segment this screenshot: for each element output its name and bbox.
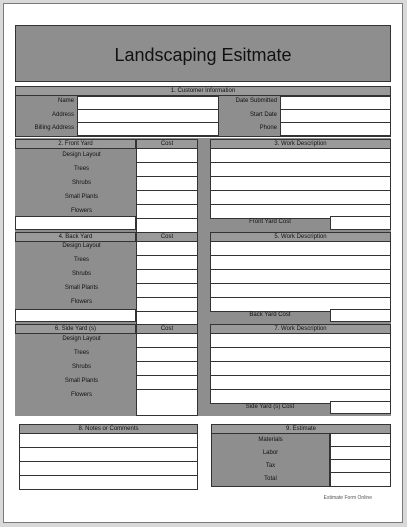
work-line[interactable] <box>210 242 391 256</box>
side-yard-cost-cells <box>136 334 198 416</box>
front-cost-cell[interactable] <box>136 149 198 163</box>
work-line[interactable] <box>210 284 391 298</box>
back-cost-cell[interactable] <box>136 242 198 256</box>
front-yard-cost-label: Front Yard Cost <box>249 219 291 225</box>
front-item-small-plants: Small Plants <box>64 194 99 200</box>
labor-label: Labor <box>262 450 279 456</box>
footer-credit: Estimate Form Online <box>323 495 372 501</box>
total-label: Total <box>264 476 277 482</box>
front-cost-cell[interactable] <box>136 205 198 219</box>
side-item-trees: Trees <box>73 350 90 356</box>
work-line[interactable] <box>210 163 391 177</box>
start-date-label: Start Date <box>249 112 277 118</box>
back-yard-cost-cells <box>136 242 198 326</box>
side-cost-cell[interactable] <box>136 334 198 348</box>
front-cost-cell[interactable] <box>136 177 198 191</box>
work-line[interactable] <box>210 348 391 362</box>
back-item-shrubs: Shrubs <box>71 271 91 277</box>
front-cost-cell[interactable] <box>136 219 198 233</box>
front-item-design: Design Layout <box>62 152 101 158</box>
estimate-header: 9. Estimate <box>211 424 391 434</box>
front-cost-cell[interactable] <box>136 163 198 177</box>
side-yard-cost-label: Side Yard (s) Cost <box>245 404 295 410</box>
front-yard-items <box>15 149 136 219</box>
labor-field[interactable] <box>330 447 391 460</box>
tax-field[interactable] <box>330 460 391 473</box>
front-yard-cost-cells <box>136 149 198 233</box>
back-yard-items <box>15 240 136 310</box>
work-line[interactable] <box>210 149 391 163</box>
front-yard-cost-header: Cost <box>136 139 198 149</box>
date-submitted-label: Date Submitted <box>235 98 277 104</box>
notes-line[interactable] <box>19 462 198 476</box>
side-item-design: Design Layout <box>62 336 101 342</box>
side-item-flowers: Flowers <box>70 392 92 398</box>
work-line[interactable] <box>210 334 391 348</box>
back-item-flowers: Flowers <box>70 299 92 305</box>
materials-field[interactable] <box>330 434 391 447</box>
back-work-description-lines <box>210 242 391 312</box>
phone-field[interactable] <box>280 122 391 136</box>
start-date-field[interactable] <box>280 109 391 123</box>
notes-line[interactable] <box>19 448 198 462</box>
billing-address-field[interactable] <box>77 122 219 136</box>
back-cost-cell[interactable] <box>136 256 198 270</box>
back-yard-cost-label: Back Yard Cost <box>249 312 291 318</box>
billing-address-label: Billing Address <box>34 125 74 131</box>
front-item-trees: Trees <box>73 166 90 172</box>
work-line[interactable] <box>210 376 391 390</box>
side-cost-cell[interactable] <box>136 348 198 362</box>
estimate-values <box>330 434 391 487</box>
side-yard-items <box>15 333 136 403</box>
work-line[interactable] <box>210 191 391 205</box>
side-yard-header: 6. Side Yard (s) <box>15 324 136 334</box>
front-yard-header: 2. Front Yard <box>15 139 136 149</box>
front-item-flowers: Flowers <box>70 208 92 214</box>
form-page <box>3 3 403 523</box>
estimate-labels <box>211 434 330 486</box>
notes-line[interactable] <box>19 434 198 448</box>
work-line[interactable] <box>210 362 391 376</box>
customer-info-header: 1. Customer Information <box>15 86 391 96</box>
side-cost-cell[interactable] <box>136 376 198 390</box>
back-work-description-header: 5. Work Description <box>210 232 391 242</box>
back-yard-cost-header: Cost <box>136 232 198 242</box>
work-line[interactable] <box>210 177 391 191</box>
side-yard-cost-header: Cost <box>136 324 198 334</box>
back-item-small-plants: Small Plants <box>64 285 99 291</box>
back-yard-extra-row[interactable] <box>15 309 136 322</box>
work-line[interactable] <box>210 270 391 284</box>
back-cost-cell[interactable] <box>136 284 198 298</box>
address-label: Address <box>51 112 74 118</box>
front-work-description-lines <box>210 149 391 219</box>
front-yard-cost-field[interactable] <box>330 216 391 230</box>
back-item-trees: Trees <box>73 257 90 263</box>
customer-info-grid <box>15 96 391 137</box>
notes-line[interactable] <box>19 476 198 490</box>
back-cost-cell[interactable] <box>136 298 198 312</box>
form-title: Landscaping Esitmate <box>114 45 292 65</box>
phone-label: Phone <box>259 125 277 131</box>
total-field[interactable] <box>330 473 391 487</box>
back-cost-cell[interactable] <box>136 270 198 284</box>
name-label: Name <box>57 98 74 104</box>
front-item-shrubs: Shrubs <box>71 180 91 186</box>
side-cost-cell[interactable] <box>136 390 198 416</box>
back-yard-header: 4. Back Yard <box>15 232 136 242</box>
materials-label: Materials <box>258 437 283 443</box>
front-cost-cell[interactable] <box>136 191 198 205</box>
address-field[interactable] <box>77 109 219 123</box>
side-yard-cost-field[interactable] <box>330 401 391 414</box>
side-item-shrubs: Shrubs <box>71 364 91 370</box>
side-item-small-plants: Small Plants <box>64 378 99 384</box>
notes-header: 8. Notes or Comments <box>19 424 198 434</box>
title-banner <box>15 25 391 82</box>
front-work-description-header: 3. Work Description <box>210 139 391 149</box>
name-field[interactable] <box>77 96 219 110</box>
date-submitted-field[interactable] <box>280 96 391 110</box>
work-line[interactable] <box>210 256 391 270</box>
front-yard-extra-row[interactable] <box>15 216 136 230</box>
back-item-design: Design Layout <box>62 243 101 249</box>
notes-lines <box>19 434 198 490</box>
side-work-description-header: 7. Work Description <box>210 324 391 334</box>
side-cost-cell[interactable] <box>136 362 198 376</box>
tax-label: Tax <box>265 463 276 469</box>
back-yard-cost-field[interactable] <box>330 309 391 322</box>
side-work-description-lines <box>210 334 391 404</box>
